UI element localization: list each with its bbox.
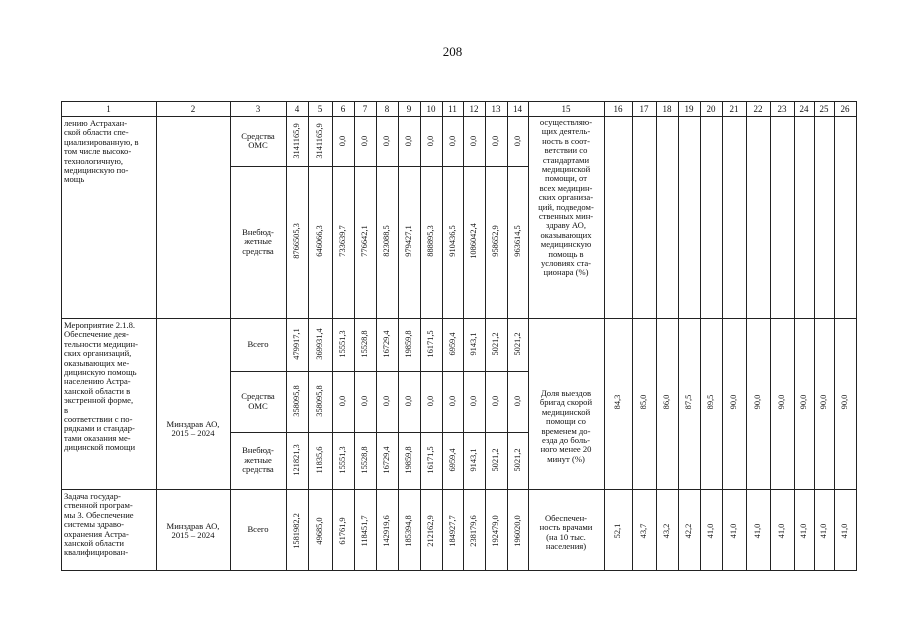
- block1-indicator-text: ветствии со: [544, 145, 588, 156]
- block2-source-extrabudget: Внебюд-: [242, 445, 274, 456]
- block2-indicator-text: езда до боль-: [542, 435, 590, 445]
- block2-activity-text: тами оказания ме-: [64, 432, 131, 443]
- block2-activity-text: Мероприятие 2.1.8.: [64, 320, 136, 330]
- block1-extrabudget-value: 8766505,3: [292, 223, 301, 259]
- block2-extrabudget-value: 9143,1: [469, 448, 478, 472]
- block2-indicator-text: медицинской: [541, 406, 591, 417]
- block1-activity-text: медицинскую по-: [64, 165, 129, 175]
- block2-oms-value: 0,0: [491, 395, 500, 407]
- block1-indicator-text: ских организа-: [538, 192, 594, 203]
- block2-total-value: 9143,1: [469, 332, 478, 356]
- block2-total-value: 16171,5: [426, 330, 435, 358]
- block2-executor: 2015 – 2024: [171, 428, 215, 439]
- block2-target-value: 86,0: [662, 394, 671, 410]
- block2-extrabudget-value: 16171,5: [426, 446, 435, 474]
- block2-oms-value: 0,0: [338, 395, 347, 407]
- table-rule: [746, 101, 747, 570]
- block2-target-value: 90,0: [799, 394, 808, 410]
- block1-extrabudget-value: 979427,1: [404, 225, 413, 257]
- block3-total-value: 142919,6: [382, 515, 391, 547]
- block2-source-oms: Средства: [241, 391, 275, 402]
- page-number: 208: [442, 44, 463, 59]
- block2-oms-value: 0,0: [512, 395, 522, 407]
- table-rule: [230, 101, 231, 570]
- block2-activity-text: населению Астра-: [64, 376, 131, 387]
- block3-task-text: мы 3. Обеспечение: [64, 509, 134, 520]
- block2-source-extrabudget: жетные: [244, 454, 272, 465]
- block1-indicator-text: помощь в: [548, 248, 584, 259]
- block1-oms-value: 0,0: [426, 135, 435, 147]
- block2-indicator-text: ного менее 20: [540, 444, 592, 455]
- block1-indicator-text: ственных мин-: [538, 211, 594, 221]
- table-rule: [308, 101, 309, 570]
- table-rule: [156, 101, 157, 570]
- table-rule: [61, 101, 62, 570]
- column-number-12: 12: [469, 104, 479, 114]
- column-number-5: 5: [317, 104, 323, 114]
- block2-oms-value: 0,0: [382, 395, 391, 407]
- table-rule: [794, 101, 795, 570]
- column-number-16: 16: [613, 104, 623, 114]
- column-number-6: 6: [340, 104, 346, 114]
- block2-source-oms: ОМС: [248, 400, 268, 411]
- block3-target-value: 41,0: [706, 523, 715, 539]
- block2-total-value: 15528,8: [360, 330, 369, 358]
- block1-oms-value: 3141165,9: [292, 123, 301, 159]
- block2-oms-value: 0,0: [469, 395, 478, 407]
- column-number-19: 19: [684, 104, 694, 114]
- block2-total-value: 6959,4: [447, 332, 457, 356]
- block1-indicator-text: стандартами: [542, 154, 590, 165]
- block2-total-value: 15551,3: [338, 330, 347, 358]
- block2-total-value: 479917,1: [292, 328, 301, 360]
- block3-total-value: 196020,0: [512, 515, 522, 547]
- block3-task-text: ханской области: [64, 538, 124, 548]
- block3-target-value: 41,0: [777, 523, 786, 539]
- column-number-20: 20: [706, 104, 716, 114]
- block2-activity-text: ских организаций,: [64, 348, 132, 359]
- block1-indicator-text: медицинской: [541, 164, 591, 174]
- block2-target-value: 89,5: [706, 394, 715, 410]
- block3-indicator-text: ность врачами: [539, 522, 593, 533]
- block3-executor: Минздрав АО,: [166, 521, 220, 531]
- block1-oms-value: 0,0: [469, 135, 478, 147]
- block1-source-extrabudget: Внебюд-: [242, 226, 274, 237]
- block2-target-value: 90,0: [729, 394, 738, 410]
- column-number-3: 3: [255, 104, 261, 114]
- block2-target-value: 90,0: [777, 394, 786, 410]
- block3-source-total: Всего: [247, 523, 269, 534]
- block1-activity-text: мощь: [64, 174, 85, 185]
- block2-extrabudget-value: 5021,2: [512, 448, 522, 472]
- table-rule: [463, 101, 464, 570]
- block1-indicator-text: ность в соот-: [542, 135, 590, 146]
- block2-activity-text: дицинской помощи: [64, 442, 136, 453]
- block1-extrabudget-value: 823088,5: [382, 225, 391, 257]
- block3-total-value: 192479,0: [491, 515, 500, 547]
- column-number-25: 25: [819, 104, 829, 114]
- block1-activity-text: технологичную,: [64, 155, 124, 166]
- block1-activity-text: лению Астрахан-: [64, 118, 128, 128]
- column-number-18: 18: [662, 104, 672, 114]
- block3-total-value: 185394,8: [404, 515, 413, 547]
- block1-extrabudget-value: 958652,9: [491, 225, 500, 257]
- table-rule: [420, 101, 421, 570]
- block1-source-oms: Средства: [241, 130, 275, 141]
- block2-total-value: 19859,8: [404, 330, 413, 358]
- block3-task-text: системы здраво-: [64, 519, 125, 530]
- block1-extrabudget-value: 776642,1: [360, 225, 369, 257]
- table-rule: [354, 101, 355, 570]
- column-number-9: 9: [406, 104, 412, 114]
- block2-activity-text: рядками и стандар-: [64, 423, 135, 434]
- block3-task-text: ственной програм-: [64, 500, 133, 511]
- block2-source-extrabudget: средства: [242, 464, 274, 475]
- block1-indicator-text: щих деятель-: [541, 126, 591, 137]
- table-rule: [332, 101, 333, 570]
- block2-oms-value: 0,0: [404, 395, 413, 407]
- block3-task-text: Задача государ-: [64, 491, 121, 501]
- block2-extrabudget-value: 6959,4: [447, 448, 457, 472]
- block3-total-value: 184927,7: [447, 515, 457, 547]
- block3-indicator-text: населения): [545, 541, 587, 552]
- block2-target-value: 90,0: [819, 394, 828, 410]
- table-rule: [834, 101, 835, 570]
- block2-target-value: 84,3: [613, 394, 622, 410]
- block2-indicator-text: помощи со: [546, 416, 586, 427]
- block2-activity-text: оказывающих ме-: [64, 357, 130, 368]
- block1-extrabudget-value: 733639,7: [338, 225, 347, 257]
- block1-indicator-text: оказывающих: [540, 229, 592, 240]
- block3-total-value: 212162,9: [426, 515, 435, 547]
- column-number-13: 13: [491, 104, 501, 114]
- block1-oms-value: 0,0: [382, 135, 391, 147]
- block3-target-value: 41,0: [840, 523, 849, 539]
- block1-oms-value: 0,0: [360, 135, 369, 147]
- block3-target-value: 41,0: [753, 523, 762, 539]
- block1-indicator-text: осуществляю-: [539, 117, 593, 127]
- column-number-11: 11: [448, 104, 457, 114]
- block2-extrabudget-value: 5021,2: [491, 448, 500, 472]
- block1-extrabudget-value: 910436,5: [447, 225, 457, 257]
- block1-oms-value: 3141165,9: [315, 123, 324, 159]
- block2-total-value: 369931,4: [315, 328, 324, 360]
- block1-indicator-text: условиях ста-: [540, 258, 592, 268]
- table-rule: [770, 101, 771, 570]
- block2-extrabudget-value: 11835,6: [315, 446, 324, 474]
- block1-extrabudget-value: 888895,3: [426, 225, 435, 257]
- block2-indicator-text: минут (%): [547, 453, 585, 464]
- block2-target-value: 85,0: [639, 394, 648, 410]
- block2-target-value: 90,0: [753, 394, 762, 410]
- block2-indicator-text: временем до-: [541, 425, 591, 436]
- block2-extrabudget-value: 15551,3: [338, 446, 347, 474]
- table-rule: [700, 101, 701, 570]
- block2-indicator-text: бригад скорой: [539, 397, 593, 408]
- block3-target-value: 41,0: [799, 523, 808, 539]
- block3-indicator-text: (на 10 тыс.: [546, 531, 586, 542]
- block3-target-value: 52,1: [613, 523, 622, 539]
- block1-indicator-text: здраву АО,: [545, 220, 587, 231]
- block3-target-value: 41,0: [819, 523, 828, 539]
- column-number-4: 4: [294, 104, 300, 114]
- table-rule: [61, 318, 857, 319]
- column-number-22: 22: [753, 104, 763, 114]
- block2-activity-text: соответствии с по-: [64, 414, 133, 424]
- block2-extrabudget-value: 19859,8: [404, 446, 413, 474]
- block2-activity-text: экстренной форме,: [64, 395, 134, 406]
- column-number-15: 15: [561, 104, 571, 114]
- table-rule: [722, 101, 723, 570]
- block2-total-value: 5021,2: [491, 332, 500, 356]
- column-number-7: 7: [362, 104, 368, 114]
- column-number-17: 17: [639, 104, 649, 114]
- block2-oms-value: 358095,8: [315, 385, 324, 417]
- block3-total-value: 1581982,2: [292, 513, 301, 549]
- block3-total-value: 238179,6: [469, 515, 478, 547]
- block1-oms-value: 0,0: [491, 135, 500, 147]
- block1-activity-text: циализированную, в: [64, 136, 139, 147]
- table-rule: [61, 116, 857, 117]
- table-rule: [678, 101, 679, 570]
- table-rule: [442, 101, 443, 570]
- block1-source-extrabudget: жетные: [244, 236, 272, 247]
- block2-oms-value: 0,0: [447, 395, 457, 407]
- block2-oms-value: 0,0: [360, 395, 369, 407]
- column-number-8: 8: [384, 104, 390, 114]
- block2-target-value: 87,5: [684, 394, 693, 410]
- block2-oms-value: 0,0: [426, 395, 435, 407]
- block3-target-value: 43,7: [639, 523, 648, 539]
- block1-extrabudget-value: 963614,5: [512, 225, 522, 257]
- column-number-2: 2: [190, 104, 196, 114]
- column-number-1: 1: [106, 104, 111, 114]
- column-number-21: 21: [729, 104, 739, 114]
- block1-indicator-text: ционара (%): [543, 267, 589, 278]
- block3-total-value: 61761,9: [338, 517, 347, 545]
- block3-total-value: 118451,7: [360, 515, 369, 547]
- block2-executor: Минздрав АО,: [166, 419, 220, 429]
- table-rule: [656, 101, 657, 570]
- column-number-24: 24: [799, 104, 809, 114]
- column-number-14: 14: [513, 104, 522, 114]
- table-rule: [507, 101, 508, 570]
- block2-extrabudget-value: 121821,3: [292, 444, 301, 476]
- block3-executor: 2015 – 2024: [171, 530, 215, 541]
- column-number-10: 10: [426, 104, 436, 114]
- block2-target-value: 90,0: [840, 394, 849, 410]
- block1-indicator-text: всех медицин-: [539, 182, 593, 193]
- block2-total-value: 16729,4: [382, 330, 391, 358]
- block1-indicator-text: помощи, от: [545, 173, 587, 184]
- block1-oms-value: 0,0: [447, 135, 457, 147]
- table-rule: [632, 101, 633, 570]
- block1-activity-text: том числе высоко-: [64, 146, 132, 157]
- column-number-23: 23: [777, 104, 787, 114]
- block3-target-value: 43,2: [662, 523, 671, 539]
- block3-target-value: 41,0: [729, 523, 738, 539]
- block2-activity-text: тельности медицин-: [64, 338, 138, 349]
- block2-activity-text: ханской области в: [64, 385, 131, 396]
- block2-indicator-text: Доля выездов: [540, 388, 592, 398]
- block1-source-extrabudget: средства: [242, 245, 274, 256]
- block3-task-text: охранения Астра-: [64, 528, 129, 539]
- block1-oms-value: 0,0: [404, 135, 413, 147]
- block3-indicator-text: Обеспечен-: [544, 513, 588, 523]
- block1-indicator-text: ций, подведом-: [538, 201, 594, 212]
- block1-extrabudget-value: 1086042,4: [469, 223, 478, 259]
- block2-activity-text: в: [64, 404, 69, 415]
- table-rule: [856, 101, 857, 570]
- table-rule: [376, 101, 377, 570]
- block1-extrabudget-value: 646066,3: [315, 225, 324, 257]
- block1-oms-value: 0,0: [512, 135, 522, 147]
- block1-oms-value: 0,0: [338, 135, 347, 147]
- table-rule: [286, 101, 287, 570]
- block2-total-value: 5021,2: [512, 332, 522, 356]
- block1-source-oms: ОМС: [248, 140, 268, 150]
- block3-total-value: 49685,0: [315, 517, 324, 545]
- block2-extrabudget-value: 15528,8: [360, 446, 369, 474]
- table-rule: [814, 101, 815, 570]
- column-number-26: 26: [840, 104, 850, 114]
- block1-activity-text: ской области спе-: [64, 127, 129, 138]
- block2-extrabudget-value: 16729,4: [382, 446, 391, 474]
- block3-target-value: 42,2: [684, 523, 693, 539]
- block2-oms-value: 358095,8: [292, 385, 301, 417]
- table-rule: [604, 101, 605, 570]
- block3-task-text: квалифицирован-: [64, 547, 129, 558]
- block2-activity-text: дицинскую помощь: [64, 367, 137, 377]
- table-rule: [398, 101, 399, 570]
- block2-activity-text: Обеспечение дея-: [64, 329, 129, 340]
- block2-source-total: Всего: [247, 338, 269, 349]
- block1-indicator-text: медицинскую: [540, 239, 592, 250]
- table-rule: [485, 101, 486, 570]
